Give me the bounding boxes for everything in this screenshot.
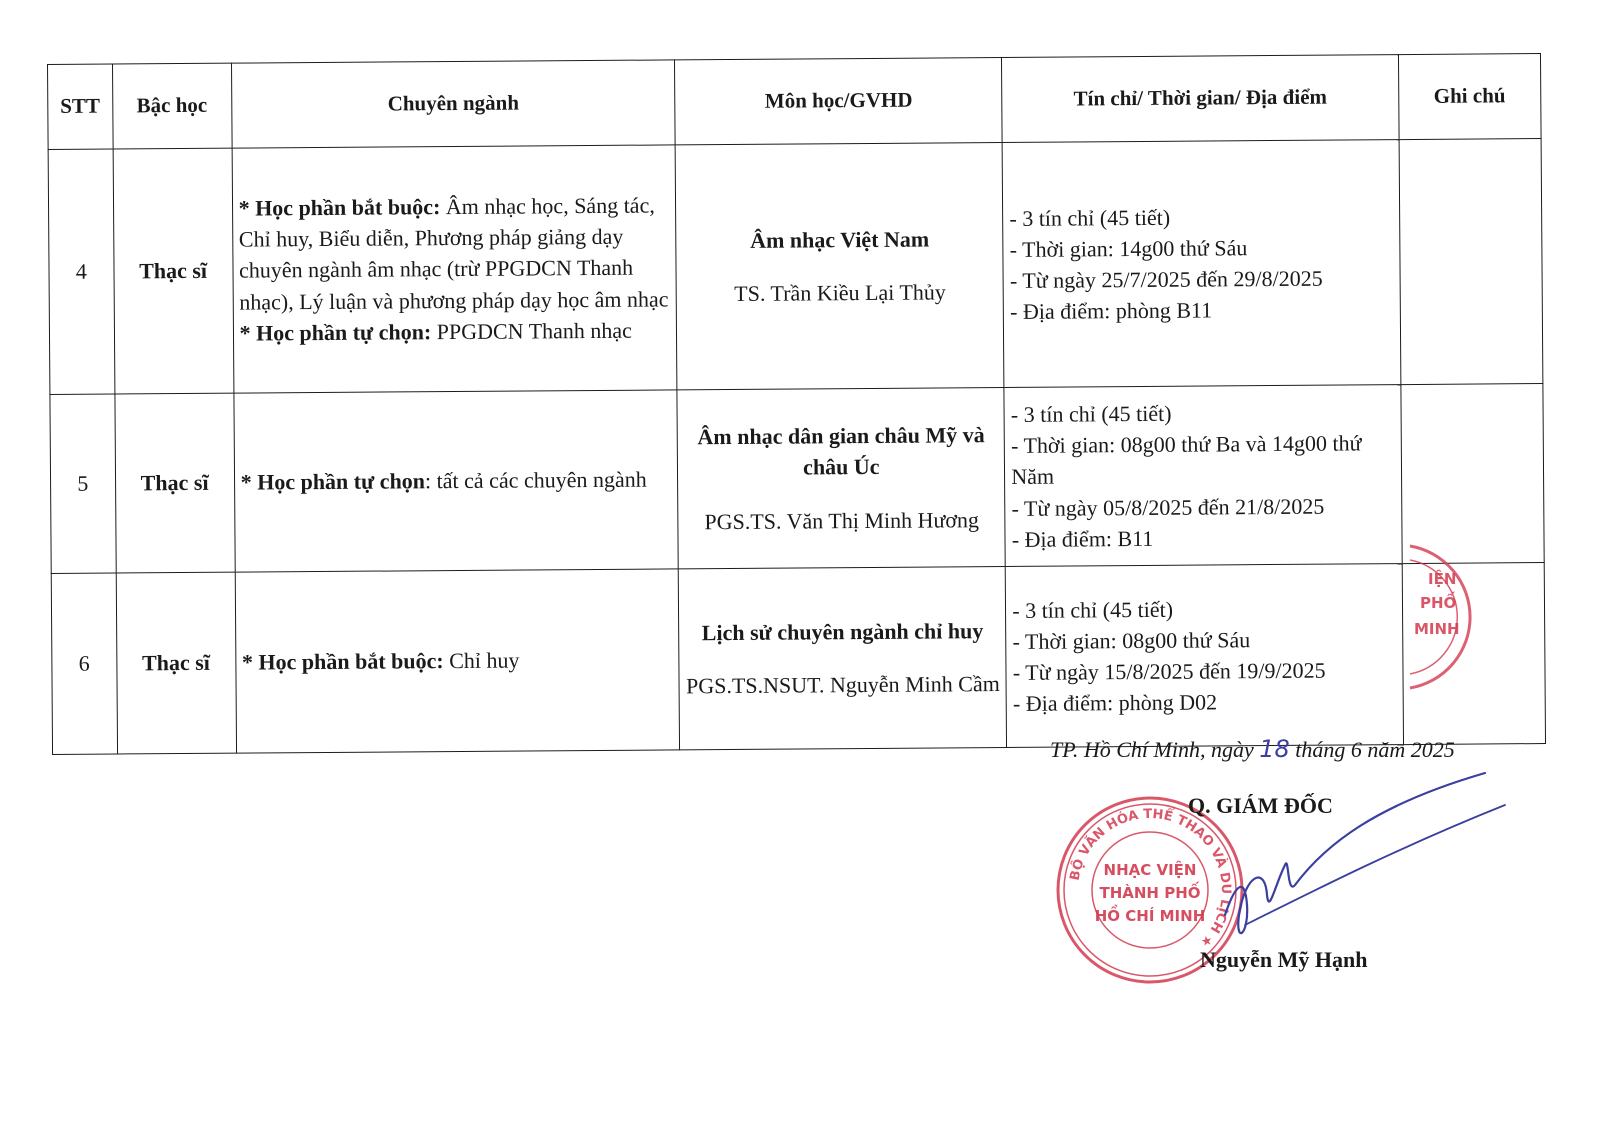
place-prefix: TP. Hồ Chí Minh, ngày: [1050, 737, 1260, 762]
signer-title: Q. GIÁM ĐỐC: [1188, 793, 1333, 818]
cell-subject: [676, 142, 1005, 389]
header-note: Ghi chú: [1398, 54, 1541, 140]
place-date: [1050, 735, 1455, 763]
subject-name: Âm nhạc dân gian châu Mỹ và châu Úc: [697, 422, 985, 480]
cell-credit: [1004, 385, 1402, 567]
header-subject: Môn học/GVHD: [675, 58, 1002, 145]
header-stt: STT: [48, 64, 113, 149]
cell-credit: [1002, 140, 1400, 388]
credit-line: - Thời gian: 08g00 thứ Ba và 14g00 thứ Năm: [1011, 430, 1362, 490]
subject-teacher: PGS.TS. Văn Thị Minh Hương: [704, 506, 980, 534]
svg-text:MINH: MINH: [1414, 620, 1460, 638]
elective-text: : tất cả các chuyên ngành: [424, 466, 647, 494]
header-level: Bậc học: [112, 63, 232, 149]
cell-level: Thạc sĩ: [113, 148, 234, 394]
cell-credit: [1005, 564, 1403, 748]
cell-major: [235, 569, 680, 753]
signature-block: [1010, 735, 1570, 1015]
partial-stamp-icon: [1390, 538, 1510, 698]
subject-name: Lịch sử chuyên ngành chỉ huy: [701, 617, 984, 645]
required-label: * Học phần bắt buộc:: [238, 194, 441, 221]
cell-major: [233, 390, 678, 572]
svg-text:PHỐ: PHỐ: [1420, 594, 1457, 612]
elective-text: PPGDCN Thanh nhạc: [431, 317, 632, 345]
required-text: Âm nhạc học, Sáng tác, Chỉ huy, Biểu diễn, Phương pháp giảng dạy chuyên ngành âm nhạc (trừ PPGDCN Thanh nhạc), Lý luận và phương pháp dạy học âm nhạc: [238, 192, 669, 315]
required-text: Chỉ huy: [443, 647, 520, 674]
svg-text:HỒ CHÍ MINH: HỒ CHÍ MINH: [1094, 907, 1206, 925]
credit-line: - Từ ngày 25/7/2025 đến 29/8/2025: [1009, 265, 1323, 293]
handwritten-signature-icon: [1205, 765, 1525, 965]
cell-stt: 6: [51, 573, 117, 754]
cell-note: [1399, 139, 1543, 385]
cell-note: [1401, 384, 1545, 564]
cell-subject: [677, 387, 1005, 568]
svg-text:BỘ VĂN HÓA THỂ THAO VÀ DU LỊCH: BỘ VĂN HÓA THỂ THAO VÀ DU LỊCH ★: [1067, 806, 1234, 950]
elective-label: * Học phần tự chọn:: [239, 319, 432, 346]
place-suffix: tháng 6 năm 2025: [1289, 737, 1455, 762]
cell-major: [232, 145, 678, 393]
svg-text:NHẠC VIỆN: NHẠC VIỆN: [1103, 861, 1197, 879]
handwritten-day: 18: [1259, 735, 1290, 763]
svg-text:THÀNH PHỐ: THÀNH PHỐ: [1099, 884, 1201, 902]
credit-line: - 3 tín chỉ (45 tiết): [1009, 204, 1171, 231]
subject-teacher: TS. Trần Kiều Lại Thủy: [734, 279, 946, 306]
cell-subject: [679, 566, 1007, 749]
required-label: * Học phần bắt buộc:: [241, 648, 444, 675]
subject-name: Âm nhạc Việt Nam: [750, 226, 930, 253]
cell-stt: 5: [50, 394, 116, 573]
credit-line: - Thời gian: 08g00 thứ Sáu: [1012, 626, 1251, 654]
cell-level: Thạc sĩ: [116, 572, 236, 754]
table-row: [50, 384, 1544, 574]
table-row: [48, 139, 1543, 395]
table-header-row: [48, 54, 1542, 150]
subject-teacher: PGS.TS.NSUT. Nguyễn Minh Cầm: [685, 671, 1000, 699]
course-schedule-table: [47, 53, 1546, 755]
cell-stt: 4: [48, 149, 114, 394]
header-major: Chuyên ngành: [231, 60, 675, 148]
credit-line: - 3 tín chỉ (45 tiết): [1010, 400, 1172, 427]
credit-line: - Địa điểm: phòng D02: [1012, 689, 1218, 717]
credit-line: - Địa điểm: B11: [1011, 525, 1154, 552]
credit-line: - Thời gian: 14g00 thứ Sáu: [1009, 234, 1248, 262]
signer-name: Nguyễn Mỹ Hạnh: [1200, 947, 1368, 972]
credit-line: - 3 tín chỉ (45 tiết): [1012, 596, 1174, 623]
elective-label: * Học phần tự chọn: [240, 468, 426, 495]
credit-line: - Từ ngày 15/8/2025 đến 19/9/2025: [1012, 657, 1326, 685]
table-row: [51, 563, 1545, 755]
cell-level: Thạc sĩ: [114, 393, 234, 573]
credit-line: - Địa điểm: phòng B11: [1010, 297, 1213, 325]
svg-text:IỆN: IỆN: [1428, 570, 1457, 588]
header-credit: Tín chỉ/ Thời gian/ Địa điểm: [1002, 55, 1399, 143]
credit-line: - Từ ngày 05/8/2025 đến 21/8/2025: [1011, 493, 1325, 521]
